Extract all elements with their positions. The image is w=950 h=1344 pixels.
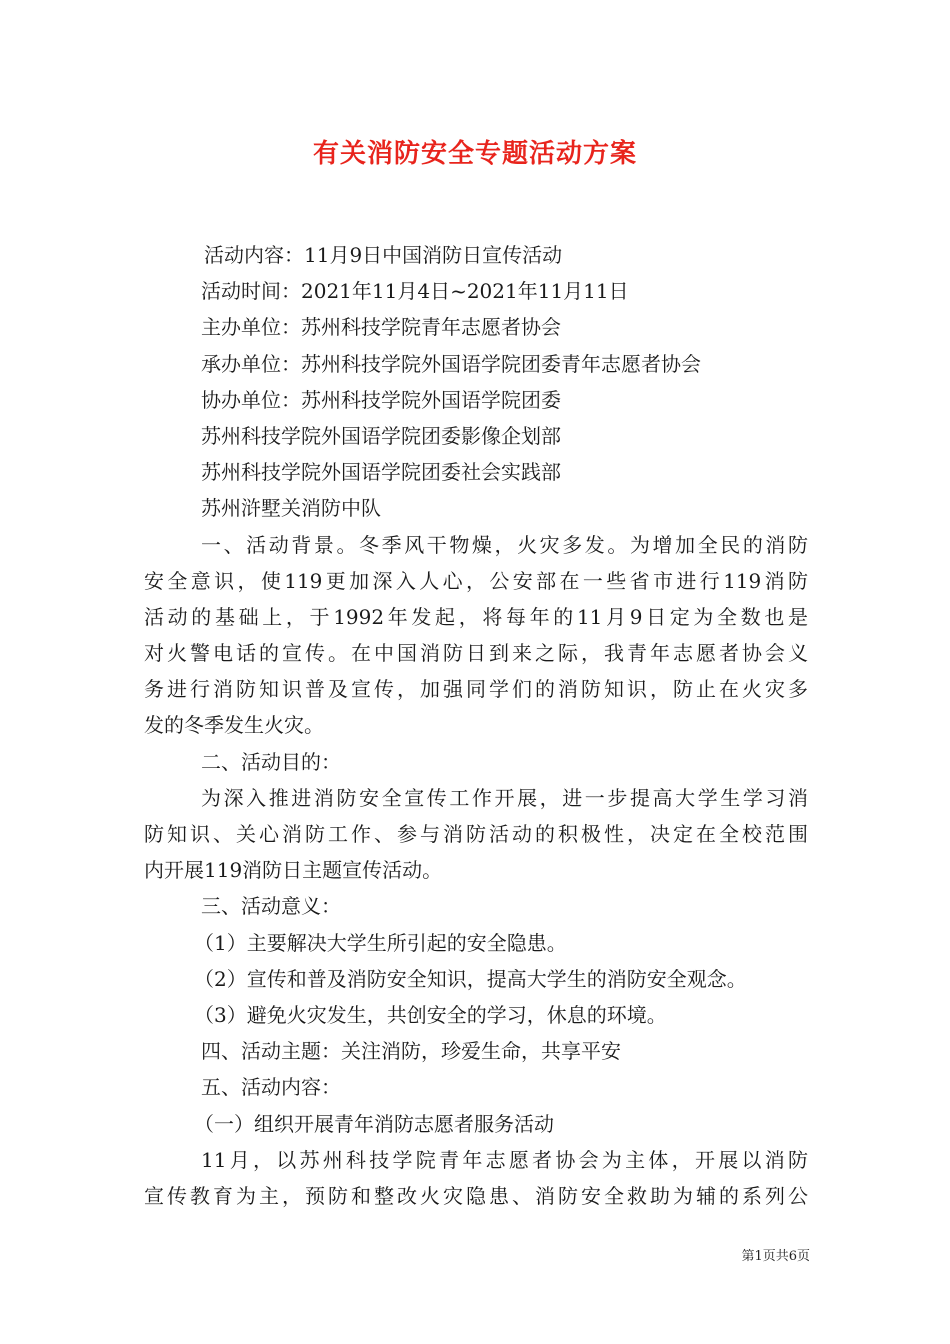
section-heading-significance: 三、活动意义：	[201, 894, 341, 919]
significance-item: （1）主要解决大学生所引起的安全隐患。	[194, 930, 567, 955]
content-paragraph-line: 11月，以苏州科技学院青年志愿者协会为主体，开展以消防	[201, 1147, 808, 1172]
purpose-paragraph-line: 内开展119消防日主题宣传活动。	[144, 858, 443, 883]
organizer-unit-line: 承办单位：苏州科技学院外国语学院团委青年志愿者协会	[201, 351, 701, 376]
section-heading-theme: 四、活动主题：关注消防，珍爱生命，共享平安	[201, 1039, 621, 1064]
background-paragraph-line: 安全意识，使119更加深入人心，公安部在一些省市进行119消防	[144, 568, 808, 593]
purpose-paragraph-line: 为深入推进消防安全宣传工作开展，进一步提高大学生学习消	[201, 785, 808, 810]
co-organizer-item: 苏州浒墅关消防中队	[201, 496, 381, 521]
page-number: 第1页共6页	[741, 1249, 810, 1264]
background-paragraph-line: 务进行消防知识普及宣传，加强同学们的消防知识，防止在火灾多	[144, 677, 808, 702]
co-organizer-item: 苏州科技学院外国语学院团委影像企划部	[201, 423, 561, 448]
content-paragraph-line: 宣传教育为主，预防和整改火灾隐患、消防安全救助为辅的系列公	[144, 1183, 808, 1208]
background-paragraph-line: 一、活动背景。冬季风干物燥，火灾多发。为增加全民的消防	[201, 532, 808, 557]
document-body	[144, 237, 808, 1214]
document-title: 有关消防安全专题活动方案	[312, 139, 637, 169]
significance-item: （2）宣传和普及消防安全知识，提高大学生的消防安全观念。	[194, 966, 747, 991]
section-heading-content: 五、活动内容：	[201, 1075, 341, 1100]
significance-item: （3）避免火灾发生，共创安全的学习，休息的环境。	[194, 1002, 667, 1027]
co-organizer-item: 苏州科技学院外国语学院团委社会实践部	[201, 460, 561, 485]
background-paragraph-line: 活动的基础上，于1992年发起，将每年的11月9日定为全数也是	[144, 604, 808, 629]
section-heading-purpose: 二、活动目的：	[201, 749, 341, 774]
activity-time-line: 活动时间：2021年11月4日~2021年11月11日	[201, 279, 629, 304]
co-organizer-line: 协办单位：苏州科技学院外国语学院团委	[201, 387, 561, 412]
background-paragraph-line: 发的冬季发生火灾。	[144, 713, 324, 738]
purpose-paragraph-line: 防知识、关心消防工作、参与消防活动的积极性，决定在全校范围	[144, 822, 808, 846]
host-unit-line: 主办单位：苏州科技学院青年志愿者协会	[201, 315, 561, 340]
subsection-heading: （一）组织开展青年消防志愿者服务活动	[194, 1111, 554, 1136]
background-paragraph-line: 对火警电话的宣传。在中国消防日到来之际，我青年志愿者协会义	[144, 641, 808, 666]
activity-content-line: 活动内容：11月9日中国消防日宣传活动	[204, 243, 563, 267]
